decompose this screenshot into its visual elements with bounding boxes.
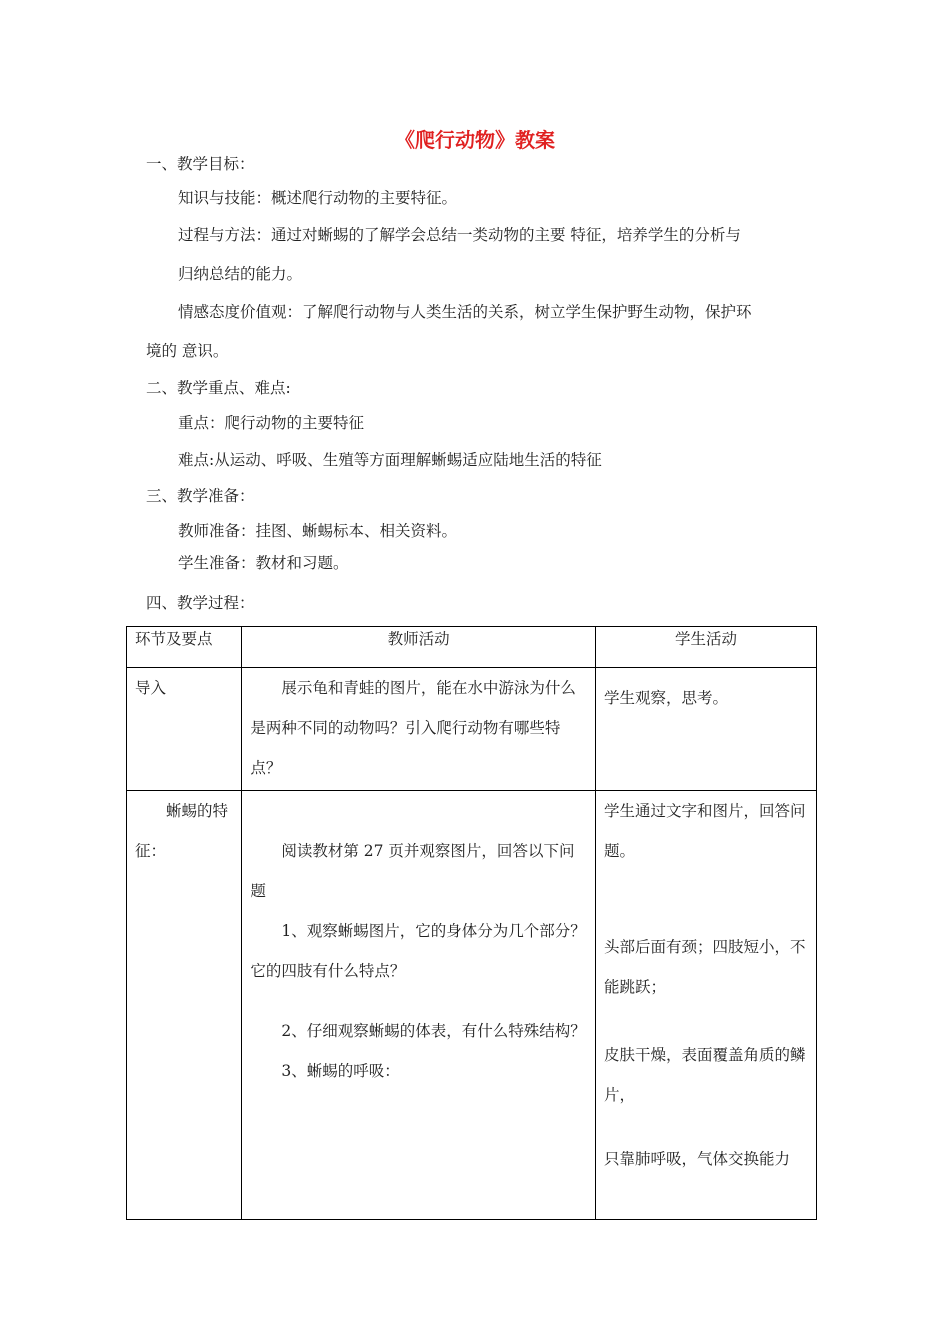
section-3-heading: 三、教学准备： <box>146 487 255 505</box>
process-goal-line-2: 归纳总结的能力。 <box>178 265 303 283</box>
teacher-activity-cell <box>242 668 596 791</box>
stage-label: 蜥蜴的特征： <box>135 802 229 860</box>
student-answer-2: 皮肤干燥，表面覆盖角质的鳞片， <box>603 1046 806 1104</box>
document-title: 《爬行动物》教案 <box>395 128 555 152</box>
table-header-student: 学生活动 <box>595 627 816 668</box>
section-1-heading: 一、教学目标： <box>146 155 255 173</box>
teacher-activity-cell <box>242 791 596 1220</box>
teacher-activity-text: 展示龟和青蛙的图片，能在水中游泳为什么是两种不同的动物吗？引入爬行动物有哪些特点？ <box>250 679 576 777</box>
teacher-question-3: 3、蜥蜴的呼吸： <box>281 1062 400 1080</box>
section-4-heading: 四、教学过程： <box>146 594 255 612</box>
table-row <box>127 668 817 791</box>
section-2-heading: 二、教学重点、难点: <box>146 379 291 397</box>
table-header-row <box>127 627 817 668</box>
knowledge-goal: 知识与技能：概述爬行动物的主要特征。 <box>178 189 458 207</box>
student-activity-intro: 学生通过文字和图片，回答问题。 <box>603 802 806 860</box>
key-point: 重点：爬行动物的主要特征 <box>178 414 365 432</box>
student-activity-text: 学生观察，思考。 <box>603 689 728 707</box>
emotion-goal-line-1: 情感态度价值观：了解爬行动物与人类生活的关系，树立学生保护野生动物，保护环 <box>178 303 752 321</box>
table-header-teacher: 教师活动 <box>242 627 596 668</box>
student-activity-cell <box>595 668 816 791</box>
teacher-preparation: 教师准备：挂图、蜥蜴标本、相关资料。 <box>178 522 458 540</box>
process-goal-line-1: 过程与方法：通过对蜥蜴的了解学会总结一类动物的主要 特征，培养学生的分析与 <box>178 226 741 244</box>
stage-cell <box>127 791 242 1220</box>
table-row <box>127 791 817 1220</box>
teacher-question-2: 2、仔细观察蜥蜴的体表，有什么特殊结构？ <box>281 1022 586 1040</box>
teaching-process-table <box>126 626 817 1220</box>
table-header-stage: 环节及要点 <box>127 627 242 668</box>
student-answer-3: 只靠肺呼吸，气体交换能力 <box>603 1150 790 1168</box>
student-answer-1: 头部后面有颈；四肢短小，不能跳跃； <box>603 938 806 996</box>
emotion-goal-line-2: 境的 意识。 <box>146 342 229 360</box>
difficult-point: 难点:从运动、呼吸、生殖等方面理解蜥蜴适应陆地生活的特征 <box>178 451 602 469</box>
stage-cell <box>127 668 242 791</box>
teacher-question-1: 1、观察蜥蜴图片，它的身体分为几个部分？它的四肢有什么特点？ <box>250 922 586 980</box>
teacher-activity-intro: 阅读教材第 27 页并观察图片，回答以下问题 <box>250 842 575 900</box>
student-preparation: 学生准备：教材和习题。 <box>178 554 349 572</box>
student-activity-cell <box>595 791 816 1220</box>
stage-label: 导入 <box>135 679 167 697</box>
